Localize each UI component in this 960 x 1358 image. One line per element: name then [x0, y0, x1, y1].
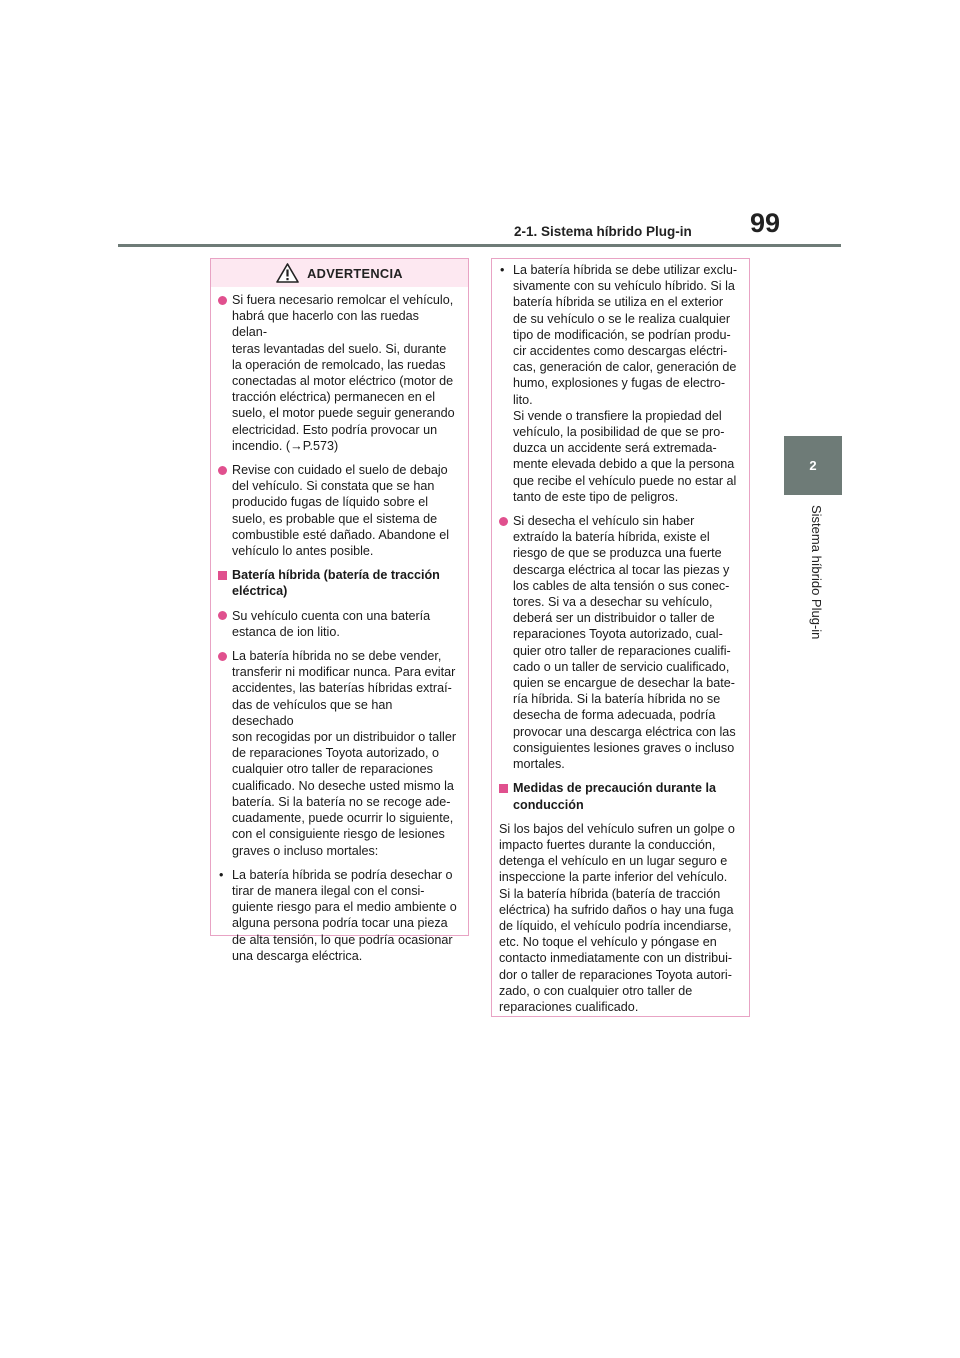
bullet-small-icon: •	[500, 263, 505, 277]
list-item	[218, 292, 457, 454]
subheading	[499, 780, 738, 812]
bullet-square-icon	[499, 784, 508, 793]
item-text: Si desecha el vehículo sin haber extraído la batería híbrida, existe el riesgo de que se produzca una fuerte descarga eléctrica al tocar las piezas y los cables de alta tensión o sus conec- tores. Si va a desechar su vehículo, deberá ser un distribuidor o taller de reparaciones Toyota autorizado, cual- quier otro taller de reparaciones cualifi- cado o un taller de servicio cualificado, quien se encargue de desechar la bate- ría híbrida. Si la batería híbrida no se desecha de forma adecuada, podría provocar una descarga eléctrica con las consiguientes lesiones graves o incluso mortales.	[513, 514, 736, 772]
header-rule	[118, 244, 841, 247]
chapter-tab-label: Sistema híbrido Plug-in	[809, 505, 824, 640]
warning-box-continued	[491, 258, 750, 1017]
list-item	[218, 608, 457, 640]
item-text: La batería híbrida se podría desechar o tirar de manera ilegal con el consi- guiente riesgo para el medio ambiente o alguna persona podría tocar una pieza de alta tensión, lo que podría ocasionar una descarga eléctrica.	[232, 867, 457, 963]
item-text: Si fuera necesario remolcar el vehículo, habrá que hacerlo con las ruedas delan- teras levantadas del suelo. Si, durante la operación de remolcado, las ruedas conectadas al motor eléctrico (motor de tracción eléctrica) permanecen en el suelo, el motor puede seguir generando electricidad. Esto podría provocar un incendio. (→P.573)	[232, 293, 455, 453]
warning-content-right	[492, 259, 749, 1015]
bullet-square-icon	[218, 571, 227, 580]
paragraph: Si los bajos del vehículo sufren un golpe o impacto fuertes durante la conducción, detenga el vehículo en un lugar seguro e inspeccione la parte inferior del vehículo. Si la batería híbrida (batería de tracción eléctrica) ha sufrido daños o hay una fuga de líquido, el vehículo podría incendiarse, etc. No toque el vehículo y póngase en contacto inmediatamente con un distribui- dor o taller de reparaciones Toyota autori- zado, o con cualquier otro taller de reparaciones cualificado.	[499, 821, 735, 1014]
bullet-dot-icon	[218, 466, 227, 475]
item-text: Revise con cuidado el suelo de debajo del vehículo. Si constata que se han producido fugas de líquido sobre el suelo, es probable que el sistema de combustible esté dañado. Abandone el vehículo lo antes posible.	[232, 463, 450, 559]
bullet-dot-icon	[218, 652, 227, 661]
list-item	[499, 262, 738, 505]
subheading	[218, 567, 457, 599]
section-title: 2-1. Sistema híbrido Plug-in	[514, 224, 692, 239]
list-item	[218, 462, 457, 559]
warning-content-left	[211, 287, 468, 964]
list-item	[499, 513, 738, 772]
chapter-tab[interactable]: 2	[784, 436, 842, 495]
item-text: Su vehículo cuenta con una batería estanca de ion litio.	[232, 608, 431, 639]
item-text: La batería híbrida no se debe vender, transferir ni modificar nunca. Para evitar accidentes, las baterías híbridas extraí- das de vehículos que se han desechado son recogidas por un distribuidor o taller de reparaciones Toyota autorizado, o cualquier otro taller de reparaciones cualificado. No deseche usted mismo la batería. Si la batería no se recoge ade- cuadamente, puede ocurrir lo siguiente, con el consiguiente riesgo de lesiones graves o incluso mortales:	[232, 649, 457, 858]
bullet-small-icon: •	[219, 867, 224, 882]
subheading-text: Batería híbrida (batería de tracción eléctrica)	[232, 568, 440, 599]
warning-box	[210, 258, 469, 963]
page-number: 99	[750, 208, 781, 238]
list-item	[218, 867, 457, 964]
list-item	[218, 648, 457, 859]
subheading-text: Medidas de precaución durante la conducción	[513, 781, 716, 812]
bullet-dot-icon	[218, 611, 227, 620]
bullet-dot-icon	[499, 517, 508, 526]
bullet-dot-icon	[218, 296, 227, 305]
warning-title: ADVERTENCIA	[307, 265, 403, 281]
warning-header	[211, 259, 468, 287]
item-text: La batería híbrida se debe utilizar exclu- sivamente con su vehículo híbrido. Si la batería híbrida se utiliza en el exterior de su vehículo o se le realiza cualquier tipo de modificación, se podrían produ- cir accidentes como descargas eléctri- cas, generación de calor, generación de humo, explosiones y fugas de electro- lito. Si vende o transfiere la propiedad del vehículo, la posibilidad de que se pro- duzca un accidente será extremada- mente elevada debido a que la persona que recibe el vehículo puede no estar al tanto de este tipo de peligros.	[513, 263, 738, 504]
warning-triangle-icon	[276, 263, 299, 283]
